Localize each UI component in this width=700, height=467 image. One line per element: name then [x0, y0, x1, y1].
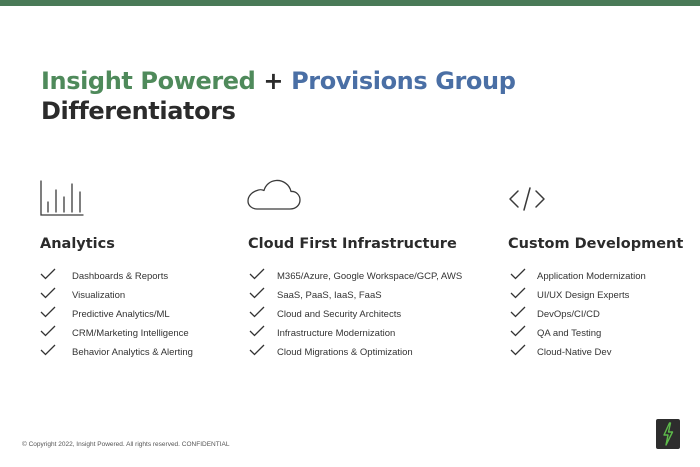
checkmark-icon — [249, 268, 265, 280]
checkmark-icon — [40, 344, 56, 356]
checkmark-icon — [510, 268, 526, 280]
list-item-label: UI/UX Design Experts — [537, 290, 630, 301]
title-line-2: Differentiators — [41, 97, 236, 125]
title-plus: + — [255, 67, 292, 95]
custom-development-heading: Custom Development — [508, 236, 684, 252]
checkmark-icon — [40, 268, 56, 280]
list-item-label: Cloud Migrations & Optimization — [277, 347, 413, 358]
list-item-label: SaaS, PaaS, IaaS, FaaS — [277, 290, 382, 301]
list-item-label: DevOps/CI/CD — [537, 309, 600, 320]
analytics-heading: Analytics — [40, 236, 115, 252]
title-line-1 — [41, 66, 515, 96]
cloud-infrastructure-heading: Cloud First Infrastructure — [248, 236, 457, 252]
footer-copyright: © Copyright 2022, Insight Powered. All rights reserved. CONFIDENTIAL — [22, 441, 230, 448]
list-item-label: Cloud-Native Dev — [537, 347, 612, 358]
list-item-label: Dashboards & Reports — [72, 271, 169, 282]
list-item-label: Application Modernization — [537, 271, 646, 282]
checkmark-icon — [40, 306, 56, 318]
checkmark-icon — [249, 306, 265, 318]
top-accent-bar — [0, 0, 700, 6]
title-provisions-group: Provisions Group — [291, 67, 516, 95]
list-item-label: Cloud and Security Architects — [277, 309, 402, 320]
analytics-column — [40, 178, 193, 358]
checkmark-icon — [510, 325, 526, 337]
insight-powered-logo — [656, 419, 680, 449]
checkmark-icon — [510, 344, 526, 356]
checkmark-icon — [510, 306, 526, 318]
list-item-label: Visualization — [72, 290, 126, 301]
list-item-label: Infrastructure Modernization — [277, 328, 396, 339]
custom-development-column — [508, 178, 684, 358]
checkmark-icon — [249, 287, 265, 299]
checkmark-icon — [40, 325, 56, 337]
list-item-label: Behavior Analytics & Alerting — [72, 347, 193, 358]
list-item-label: Predictive Analytics/ML — [72, 309, 170, 320]
checkmark-icon — [510, 287, 526, 299]
cloud-icon — [245, 178, 303, 218]
title-insight-powered: Insight Powered — [41, 67, 256, 95]
checkmark-icon — [249, 344, 265, 356]
page-title — [41, 66, 515, 126]
lightning-bolt-icon — [656, 419, 680, 449]
checkmark-icon — [249, 325, 265, 337]
list-item-label: M365/Azure, Google Workspace/GCP, AWS — [277, 271, 463, 282]
list-item-label: CRM/Marketing Intelligence — [72, 328, 189, 339]
checkmark-icon — [40, 287, 56, 299]
code-icon — [508, 178, 548, 218]
bar-chart-icon — [40, 178, 86, 218]
list-item-label: QA and Testing — [537, 328, 602, 339]
cloud-infrastructure-column — [245, 178, 463, 358]
